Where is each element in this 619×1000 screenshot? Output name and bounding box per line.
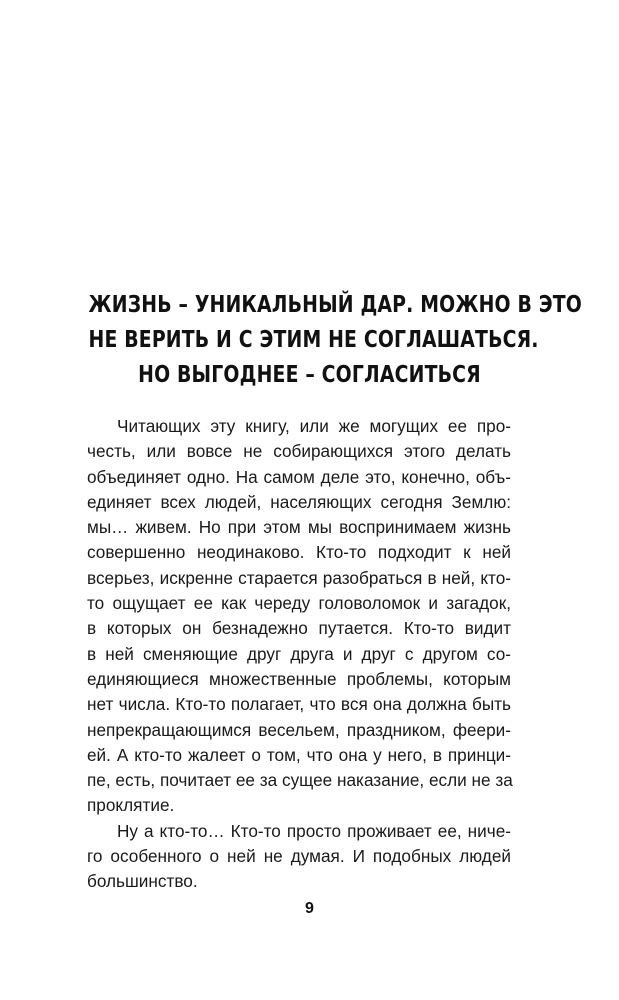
text-line: то ощущает ее как череду головоломок и загадок, bbox=[87, 593, 511, 614]
page-number: 9 bbox=[305, 900, 314, 917]
text-line: Ну а кто-то… Кто-то просто проживает ее, ниче- bbox=[117, 820, 511, 841]
text-line: непрекращающимся весельем, праздником, феери- bbox=[87, 719, 511, 740]
paragraph-1 bbox=[87, 414, 511, 819]
chapter-title-line: ЖИЗНЬ – УНИКАЛЬНЫЙ ДАР. МОЖНО В ЭТО bbox=[88, 292, 582, 318]
text-line: Читающих эту книгу, или же могущих ее про- bbox=[117, 416, 511, 436]
chapter-title-line: НО ВЫГОДНЕЕ – СОГЛАСИТЬСЯ bbox=[138, 362, 481, 388]
text-line: единяющиеся множественные проблемы, которым bbox=[87, 668, 511, 689]
text-line: всерьез, искренне старается разобраться в ней, кто- bbox=[87, 567, 511, 588]
text-line: проклятие. bbox=[87, 795, 175, 816]
text-line: мы… живем. Но при этом мы воспринимаем жизнь bbox=[87, 517, 511, 538]
text-line: нет числа. Кто-то полагает, что вся она должна быть bbox=[87, 694, 511, 715]
text-line: пе, есть, почитает ее за сущее наказание, если не за bbox=[87, 770, 513, 791]
text-line: в которых он безнадежно путается. Кто-то видит bbox=[87, 618, 511, 639]
text-line: го особенного о ней не думая. И подобных людей bbox=[87, 846, 511, 867]
paragraph-2 bbox=[87, 819, 511, 895]
text-line: совершенно неодинаково. Кто-то подходит к ней bbox=[87, 542, 511, 563]
text-line: большинство. bbox=[87, 871, 198, 892]
body-text bbox=[87, 414, 511, 895]
text-line: единяет всех людей, населяющих сегодня Землю: bbox=[87, 491, 511, 512]
text-line: в ней сменяющие друг друга и друг с другом со- bbox=[87, 643, 511, 664]
chapter-title bbox=[88, 288, 582, 393]
text-line: объединяет одно. На самом деле это, конечно, объ- bbox=[87, 466, 511, 487]
text-line: честь, или вовсе не собирающихся этого делать bbox=[87, 441, 511, 462]
chapter-title-line: НЕ ВЕРИТЬ И С ЭТИМ НЕ СОГЛАШАТЬСЯ. bbox=[88, 327, 539, 353]
text-line: ей. А кто-то жалеет о том, что она у него, в принци- bbox=[87, 744, 511, 765]
